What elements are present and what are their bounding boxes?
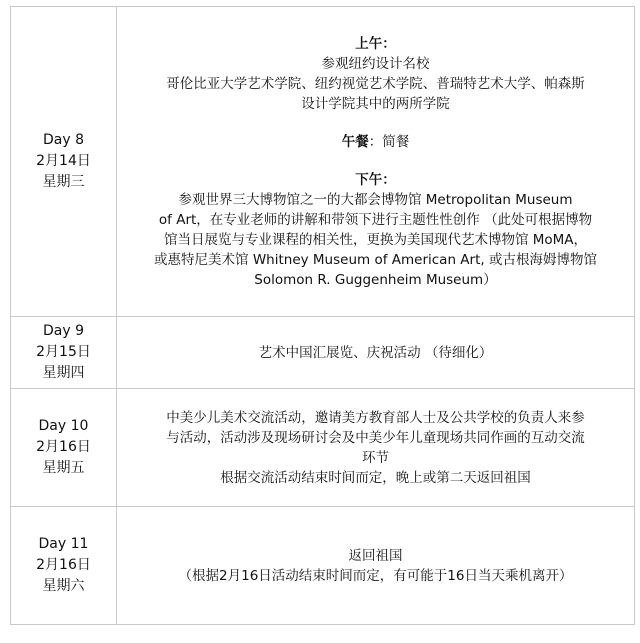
activity-text: 与活动，活动涉及现场研讨会及中美少年儿童现场共同作画的互动交流 [166, 429, 585, 446]
afternoon-heading: 下午： [355, 171, 396, 188]
morning-detail: 设计学院其中的两所学院 [301, 95, 450, 112]
activity-text: 环节 [362, 449, 389, 466]
day-cell-day-9 [11, 317, 117, 389]
activity-text: 根据交流活动结束时间而定，晚上或第二天返回祖国 [220, 469, 531, 486]
morning-heading: 上午： [355, 35, 396, 52]
day-cell-day-10 [11, 389, 117, 507]
day-cell-day-8 [11, 7, 117, 317]
lunch-text: ：简餐 [368, 133, 410, 150]
date-label: 2月16日 [36, 557, 91, 573]
weekday-label: 星期三 [42, 174, 85, 190]
day-label: Day 11 [38, 536, 89, 552]
day-label: Day 8 [42, 132, 84, 148]
date-label: 2月15日 [36, 344, 91, 360]
afternoon-detail: 参观世界三大博物馆之一的大都会博物馆 Metropolitan Museum [178, 191, 573, 208]
day-cell-day-11 [11, 507, 117, 625]
activity-text: 返回祖国 [348, 547, 403, 564]
morning-title: 参观纽约设计名校 [321, 55, 430, 72]
activity-text: 中美少儿美术交流活动，邀请美方教育部人士及公共学校的负责人来参 [166, 409, 585, 426]
morning-detail: 哥伦比亚大学艺术学院、纽约视觉艺术学院、普瑞特艺术大学、帕森斯 [166, 75, 585, 92]
weekday-label: 星期六 [42, 578, 85, 594]
weekday-label: 星期五 [42, 460, 85, 476]
table-row-day-10 [11, 389, 635, 507]
weekday-label: 星期四 [42, 365, 85, 381]
table-row-day-8 [11, 7, 635, 317]
table-row-day-11 [11, 507, 635, 625]
afternoon-detail: 馆当日展览与专业课程的相关性，更换为美国现代艺术博物馆 MoMA， [163, 231, 588, 248]
afternoon-detail: of Art，在专业老师的讲解和带领下进行主题性性创作 （此处可根据博物 [158, 211, 593, 228]
date-label: 2月14日 [36, 153, 91, 169]
day-label: Day 9 [42, 323, 84, 339]
afternoon-detail: 或惠特尼美术馆 Whitney Museum of American Art, 或古根海姆博物馆 [154, 251, 597, 268]
day-label: Day 10 [38, 418, 89, 434]
itinerary-table [10, 6, 635, 625]
activity-text: （根据2月16日活动结束时间而定，有可能于16日当天乘机离开） [178, 567, 573, 584]
activity-text: 艺术中国汇展览、庆祝活动 （待细化） [258, 344, 493, 361]
content-cell-day-10 [117, 389, 635, 507]
content-cell-day-11 [117, 507, 635, 625]
afternoon-detail: Solomon R. Guggenheim Museum） [254, 271, 497, 288]
lunch-label: 午餐 [341, 133, 369, 150]
content-cell-day-9 [117, 317, 635, 389]
date-label: 2月16日 [36, 439, 91, 455]
table-row-day-9 [11, 317, 635, 389]
content-cell-day-8 [117, 7, 635, 317]
lunch-line [123, 132, 628, 152]
